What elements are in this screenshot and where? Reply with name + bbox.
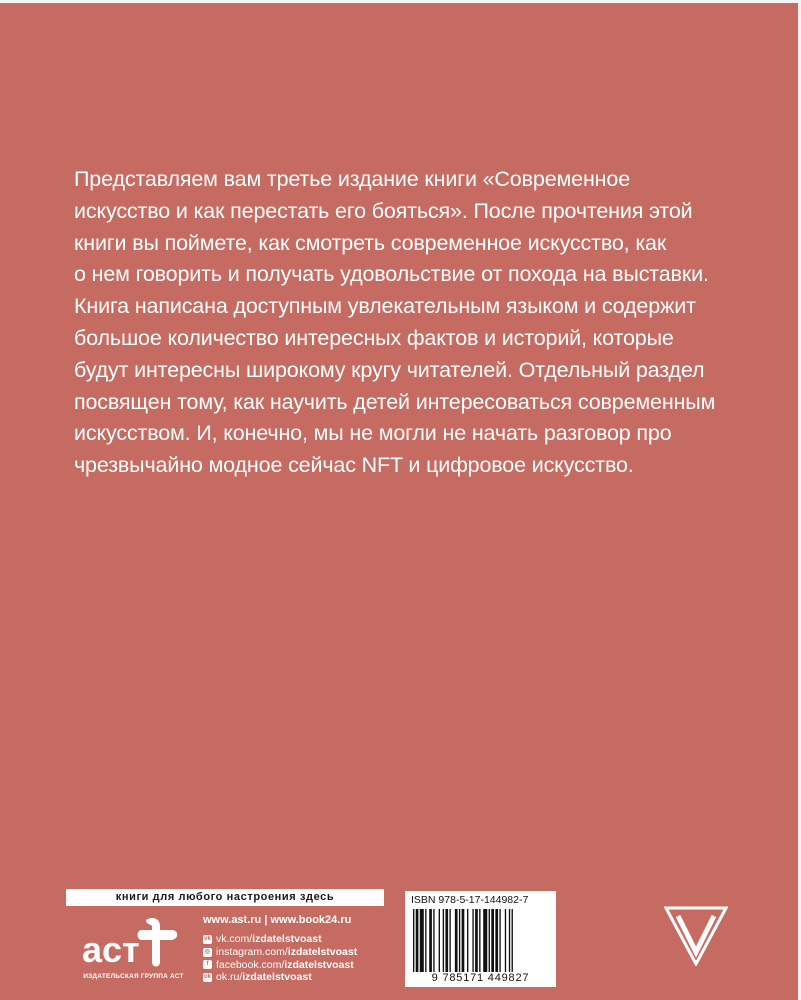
barcode-bar [449,909,450,972]
isbn-barcode-box [405,891,556,987]
barcode-number: 9 785171 449827 [431,972,530,984]
barcode-bar [455,909,458,972]
isbn-label: ISBN 978-5-17-144982-7 [411,894,529,906]
barcode [413,909,549,972]
barcode-bar [420,909,424,972]
blurb-line: книги вы поймете, как смотреть современное искусство, как [74,230,667,255]
social-handle: izdatelstvoast [242,971,312,984]
barcode-bar [491,909,494,972]
barcode-bar [459,909,460,972]
barcode-bar [499,909,500,972]
social-link-facebook[interactable] [203,958,357,971]
publisher-websites[interactable]: www.ast.ru | www.book24.ru [203,914,352,926]
blurb-line: искусством. И, конечно, мы не могли не начать разговор про [74,421,672,446]
barcode-bar [439,909,440,972]
ast-logo [76,912,191,992]
social-link-instagram[interactable] [203,946,357,959]
barcode-bar [429,909,432,972]
social-prefix: vk.com/ [216,933,253,946]
barcode-bar [495,909,498,972]
publisher-imprint: ИЗДАТЕЛЬСКАЯ ГРУППА АСТ [83,973,184,980]
age-rating-mark [664,906,728,966]
blurb-line: искусство и как перестать его бояться». После прочтения этой [74,198,693,223]
blurb-line: о нем говорить и получать удовольствие от похода на выставки. [74,262,709,287]
barcode-bar [505,909,506,972]
social-prefix: ok.ru/ [216,971,243,984]
back-cover-blurb [74,164,774,482]
social-link-ok[interactable] [203,971,357,984]
vk-icon: vk [204,935,211,942]
blurb-line: Представляем вам третье издание книги «Современное [74,167,631,191]
blurb-line: чрезвычайно модное сейчас NFT и цифровое искусство. [74,453,634,478]
ok-icon: ok [203,973,211,980]
barcode-bar [509,909,510,972]
social-handle: izdatelstvoast [252,933,322,946]
tagline-bar [66,889,384,906]
barcode-bar [416,909,419,972]
barcode-bar [445,909,448,972]
barcode-bar [467,909,468,972]
blurb-line: Книга написана доступным увлекательным языком и содержит [74,294,696,319]
barcode-bar [443,909,444,972]
top-edge [0,0,801,3]
social-link-vk[interactable] [203,933,357,946]
ast-logo-text: аст [82,929,140,970]
ast-logo-mark [76,912,191,972]
barcode-bar [489,909,490,972]
barcode-bar [462,909,465,972]
social-prefix: instagram.com/ [216,946,288,959]
barcode-bar [479,909,480,972]
facebook-icon: f [203,960,212,969]
blurb-line: посвящен тому, как научить детей интересоваться современным [74,389,716,414]
barcode-bar [483,909,487,972]
blurb-line: большое количество интересных фактов и историй, которые [74,325,674,350]
instagram-icon: ◎ [204,948,211,955]
age-mark-v [678,916,714,952]
social-handle: izdatelstvoast [287,946,358,959]
barcode-bar [433,909,434,972]
blurb-line: будут интересны широкому кругу читателей. Отдельный раздел [74,357,705,382]
social-prefix: facebook.com/ [216,958,285,971]
ast-logo-figure [138,918,178,967]
social-links [203,933,357,984]
barcode-bar [472,909,473,972]
barcode-bar [512,909,513,972]
publisher-tagline: книги для любого настроения здесь [115,891,335,903]
barcode-bar [413,909,414,972]
social-handle: izdatelstvoast [284,958,354,971]
barcode-bar [425,909,426,972]
barcode-bar [475,909,478,972]
